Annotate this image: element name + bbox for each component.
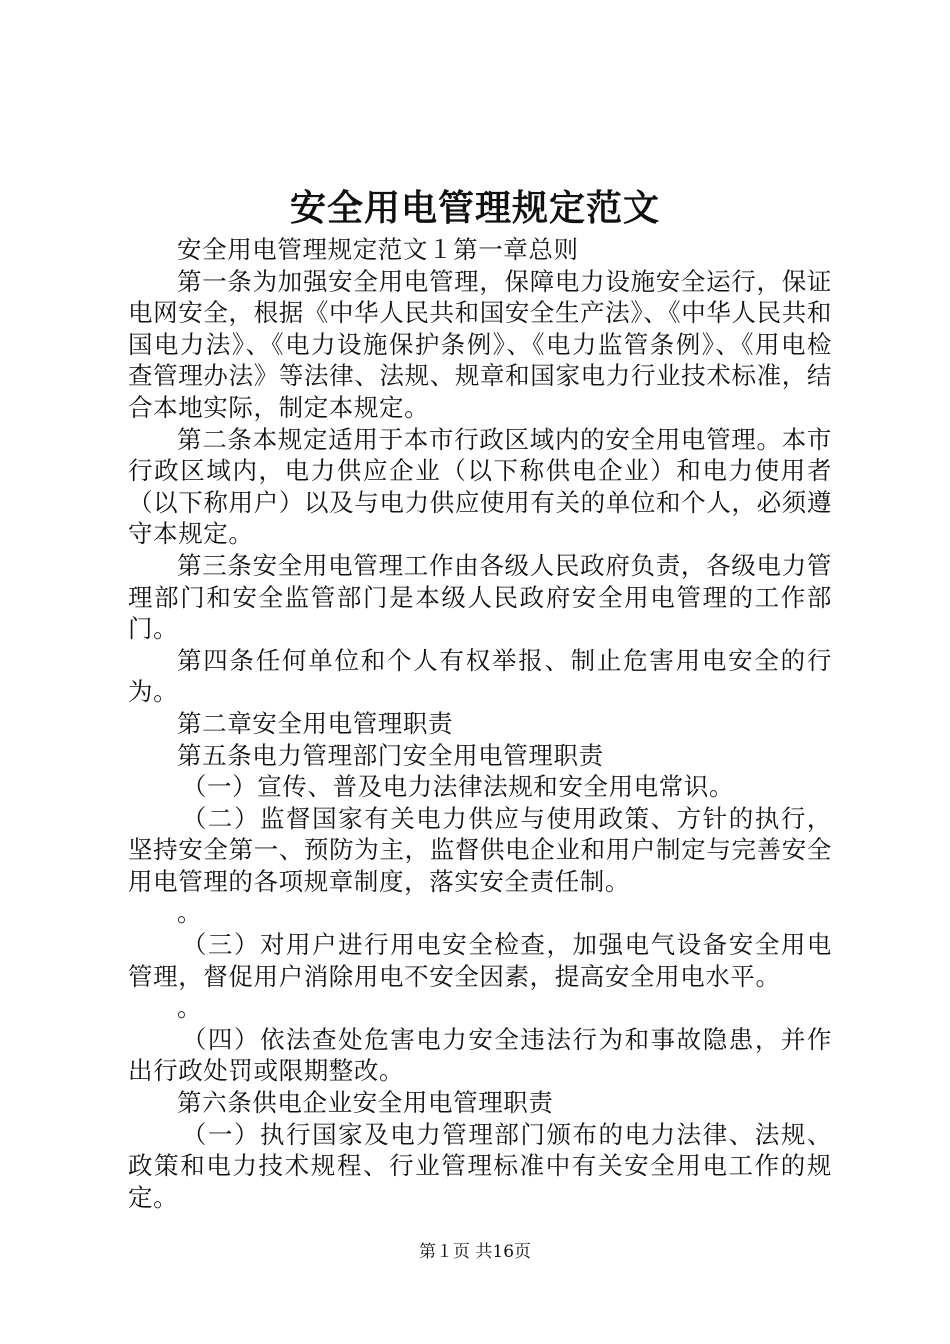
- paragraph: 第六条供电企业安全用电管理职责: [177, 1088, 554, 1118]
- list-item: （四）依法查处危害电力安全违法行为和事故隐患，并作出行政处罚或限期整改。: [128, 1024, 832, 1086]
- paragraph: 安全用电管理规定范文１第一章总则: [177, 235, 579, 264]
- paragraph: 第一条为加强安全用电管理，保障电力设施安全运行，保证电网安全，根据《中华人民共和国安全生产法》、《中华人民共和国电力法》、《电力设施保护条例》、《电力监管条例》、《用电检查管理办法》等法律、法规、规章和国家电力行业技术标准，结合本地实际，制定本规定。: [128, 266, 832, 422]
- list-item: （一）宣传、普及电力法律法规和安全用电常识。: [181, 772, 735, 802]
- paragraph: 第四条任何单位和个人有权举报、制止危害用电安全的行为。: [128, 645, 832, 707]
- list-item: （三）对用户进行用电安全检查，加强电气设备安全用电管理，督促用户消除用电不安全因素，提高安全用电水平。: [128, 930, 832, 991]
- paragraph: 第二条本规定适用于本市行政区域内的安全用电管理。本市行政区域内，电力供应企业（以下称供电企业）和电力使用者（以下称用户）以及与电力供应使用有关的单位和个人，必须遵守本规定。: [128, 424, 832, 549]
- page-footer: 第１页 共16页: [418, 1242, 532, 1262]
- paragraph: 第五条电力管理部门安全用电管理职责: [177, 740, 604, 770]
- list-item: （二）监督国家有关电力供应与使用政策、方针的执行，坚持安全第一、预防为主，监督供电企业和用户制定与完善安全用电管理的各项规章制度，落实安全责任制。: [128, 803, 832, 896]
- stray-mark: 。: [177, 993, 203, 1023]
- list-item: （一）执行国家及电力管理部门颁布的电力法律、法规、政策和电力技术规程、行业管理标准中有关安全用电工作的规定。: [128, 1119, 832, 1212]
- chapter-heading: 第二章安全用电管理职责: [177, 708, 454, 738]
- paragraph: 第三条安全用电管理工作由各级人民政府负责，各级电力管理部门和安全监管部门是本级人民政府安全用电管理的工作部门。: [128, 550, 832, 644]
- stray-mark: 。: [177, 898, 203, 928]
- document-title: 安全用电管理规定范文: [289, 187, 660, 229]
- document-body: [128, 234, 832, 1213]
